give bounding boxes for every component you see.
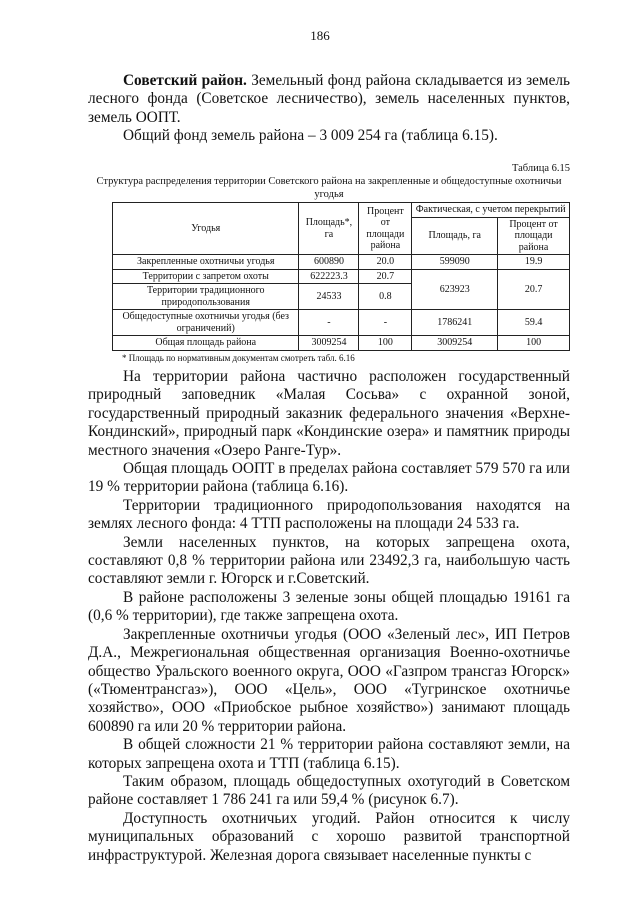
land-structure-table: [112, 202, 570, 351]
row-percent: 100: [359, 336, 412, 351]
paragraph: Доступность охотничьих угодий. Район относится к числу муниципальных образований с хорошо развитой транспортной инфраструктурой. Железная дорога связывает населенные пункты с: [88, 809, 570, 864]
paragraph: Земли населенных пунктов, на которых запрещена охота, составляют 0,8 % территории района или 23492,3 га, наибольшую часть составляют земли г. Югорск и г.Советский.: [88, 533, 570, 588]
paragraph: В районе расположены 3 зеленые зоны общей площадью 19161 га (0,6 % территории), где также запрещена охота.: [88, 588, 570, 625]
row-name: Общая площадь района: [113, 336, 299, 351]
row-percent: 0.8: [359, 284, 412, 310]
header-actual-percent: Процент от площади района: [498, 217, 570, 255]
table-number: Таблица 6.15: [511, 163, 570, 174]
row-actual-percent: 59.4: [498, 310, 570, 336]
header-landtype: Угодья: [113, 203, 299, 255]
page-number: 186: [310, 28, 330, 43]
intro-paragraph-2: Общий фонд земель района – 3 009 254 га (таблица 6.15).: [123, 127, 498, 145]
header-percent: Процент от площади района: [359, 203, 412, 255]
row-name: Территории с запретом охоты: [113, 269, 299, 284]
row-percent: -: [359, 310, 412, 336]
header-actual-area: Площадь, га: [412, 217, 498, 255]
row-area: 24533: [299, 284, 359, 310]
row-actual-area: 3009254: [412, 336, 498, 351]
row-actual-area: 1786241: [412, 310, 498, 336]
main-text: [88, 368, 570, 865]
table-row: [113, 255, 570, 270]
table-footnote: * Площадь по нормативным документам смотреть табл. 6.16: [122, 353, 355, 363]
table-row: [113, 310, 570, 336]
row-name: Территории традиционного природопользования: [113, 284, 299, 310]
header-actual: Фактическая, с учетом перекрытий: [412, 203, 570, 218]
row-actual-area: 623923: [412, 269, 498, 310]
row-area: -: [299, 310, 359, 336]
row-name: Закрепленные охотничьи угодья: [113, 255, 299, 270]
paragraph: Таким образом, площадь общедоступных охотугодий в Советском районе составляет 1 786 241 га или 59,4 % (рисунок 6.7).: [88, 772, 570, 809]
row-actual-area: 599090: [412, 255, 498, 270]
table-title: Структура распределения территории Советского района на закрепленные и общедоступные охотничьи угодья: [96, 176, 562, 200]
paragraph: На территории района частично расположен государственный природный заповедник «Малая Сосьва» с охранной зоной, государственный природный заказник федерального значения «Верхне-Кондинский», природный парк «Кондинские озера» и памятник природы местного значения «Озеро Ранге-Тур».: [88, 368, 570, 459]
row-actual-percent: 19.9: [498, 255, 570, 270]
row-name: Общедоступные охотничьи угодья (без ограничений): [113, 310, 299, 336]
district-name: Советский район.: [123, 72, 247, 89]
table-row: [113, 269, 570, 284]
row-percent: 20.0: [359, 255, 412, 270]
paragraph: Закрепленные охотничьи угодья (ООО «Зеленый лес», ИП Петров Д.А., Межрегиональная общественная организация Военно-охотничье общество Уральского военного округа, ООО «Газпром трансгаз Югорск» («Тюментрансгаз»), ООО «Цель», ООО «Тугринское охотничье хозяйство», ООО «Приобское рыбное хозяйство») занимают площадь 600890 га или 20 % территории района.: [88, 625, 570, 735]
row-area: 600890: [299, 255, 359, 270]
intro-paragraph-1-text: Земельный фонд района складывается из земель лесного фонда (Советское лесничество), земель населенных пунктов, земель ООПТ.: [88, 72, 570, 126]
row-actual-percent: 100: [498, 336, 570, 351]
paragraph: Территории традиционного природопользования находятся на землях лесного фонда: 4 ТТП расположены на площади 24 533 га.: [88, 496, 570, 533]
row-actual-percent: 20.7: [498, 269, 570, 310]
intro-text: [88, 72, 570, 146]
paragraph: Общая площадь ООПТ в пределах района составляет 579 570 га или 19 % территории района (таблица 6.16).: [88, 460, 570, 496]
header-area: Площадь*, га: [299, 203, 359, 255]
row-area: 3009254: [299, 336, 359, 351]
row-percent: 20.7: [359, 269, 412, 284]
intro-paragraph-1: [88, 72, 570, 127]
paragraph: В общей сложности 21 % территории района составляют земли, на которых запрещена охота и ТТП (таблица 6.15).: [88, 736, 570, 772]
row-area: 622223.3: [299, 269, 359, 284]
table-row: [113, 336, 570, 351]
